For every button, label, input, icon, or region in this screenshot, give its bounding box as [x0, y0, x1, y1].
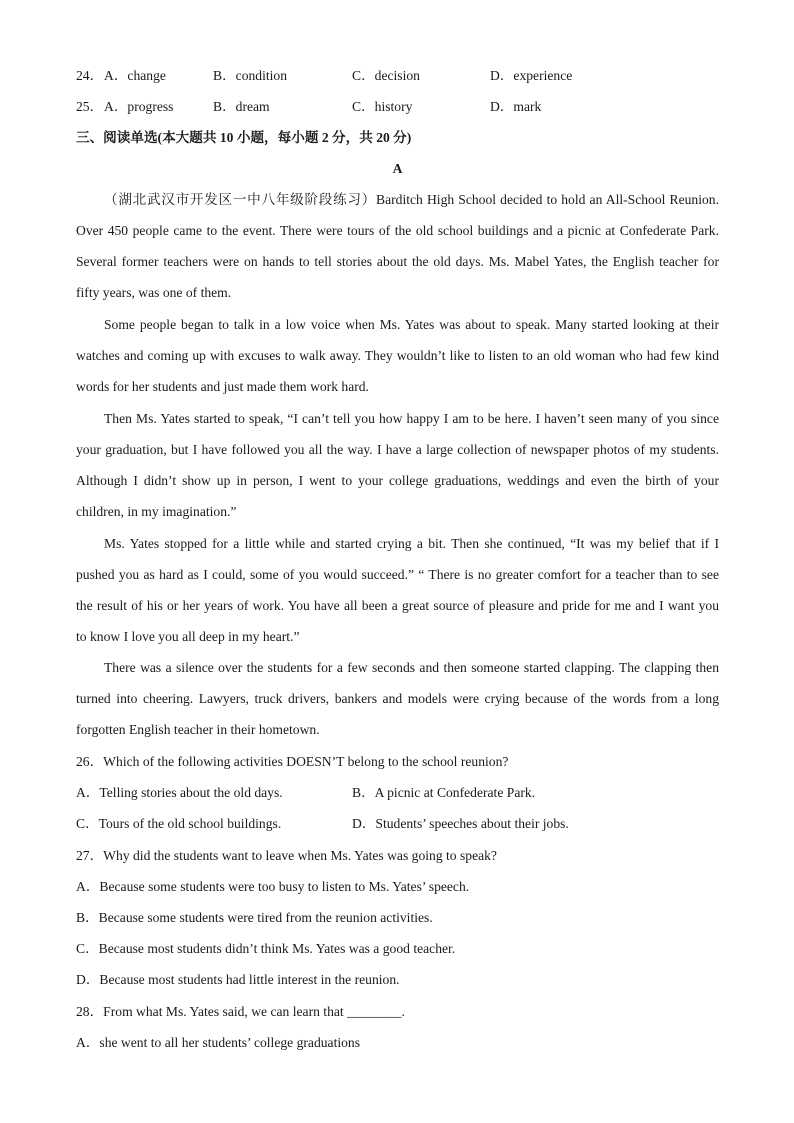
paragraph-line: forgotten English teacher in their hometown.	[76, 722, 320, 737]
question-26-stem: 26．Which of the following activities DOESN’T belong to the school reunion?	[76, 754, 509, 769]
question-28-option-a: A．she went to all her students’ college graduations	[76, 1035, 361, 1050]
section-heading: 三、阅读单选(本大题共 10 小题，每小题 2 分，共 20 分)	[76, 130, 412, 145]
paragraph-line: Some people began to talk in a low voice when Ms. Yates was about to speak. Many started looking at their	[104, 317, 719, 332]
question-27-option-c: C．Because most students didn’t think Ms. Yates was a good teacher.	[76, 941, 456, 956]
paragraph-line: fifty years, was one of them.	[76, 285, 232, 300]
paragraph-line: Ms. Yates stopped for a little while and started crying a bit. Then she continued, “It was my belief that if I	[104, 536, 719, 551]
paragraph-line: turned into cheering. Lawyers, truck drivers, bankers and models were crying because of the words from a long	[76, 691, 719, 706]
question-27-stem: 27．Why did the students want to leave when Ms. Yates was going to speak?	[76, 848, 497, 863]
paragraph-line: watches and coming up with excuses to walk away. They wouldn’t like to listen to an old woman who had few kind	[76, 348, 719, 363]
question-27-option-b: B．Because some students were tired from the reunion activities.	[76, 910, 433, 925]
paragraph-line: your graduation, but I have followed you all the way. I have a large collection of newspaper photos of my students.	[76, 442, 719, 457]
paragraph-line: Then Ms. Yates started to speak, “I can’t tell you how happy I am to be here. I haven’t seen many of you since	[104, 411, 719, 426]
option-d: D．experience	[490, 68, 573, 83]
passage-paragraph-1	[76, 184, 719, 308]
passage-paragraph-5	[76, 652, 719, 745]
question-28-stem: 28．From what Ms. Yates said, we can learn that ________.	[76, 1004, 405, 1019]
question-26-option-a: A．Telling stories about the old days.	[76, 785, 283, 800]
paragraph-line: （湖北武汉市开发区一中八年级阶段练习）Barditch High School decided to hold an All-School Reunion.	[104, 192, 719, 207]
question-number: 24．	[76, 68, 104, 83]
question-number: 25．	[76, 99, 104, 114]
passage-paragraph-2	[76, 309, 719, 402]
option-a: A．progress	[104, 99, 174, 114]
paragraph-line: There was a silence over the students for a few seconds and then someone started clapping. The clapping then	[104, 660, 719, 675]
paragraph-line: children, in my imagination.”	[76, 504, 237, 519]
option-b: B．condition	[213, 68, 288, 83]
passage-paragraph-4	[76, 528, 719, 652]
paragraph-line: words for her students and just made them work hard.	[76, 379, 369, 394]
passage-letter: A	[392, 161, 403, 176]
question-27-option-d: D．Because most students had little interest in the reunion.	[76, 972, 400, 987]
option-c: C．decision	[352, 68, 420, 83]
option-a: A．change	[104, 68, 166, 83]
paragraph-line: to know I love you all deep in my heart.”	[76, 629, 300, 644]
question-26-option-d: D．Students’ speeches about their jobs.	[352, 816, 569, 831]
question-26-option-b: B．A picnic at Confederate Park.	[352, 785, 536, 800]
paragraph-line: Several former teachers were on hands to tell stories about the old days. Ms. Mabel Yates, the English teacher for	[76, 254, 719, 269]
passage-paragraph-3	[76, 403, 719, 527]
option-c: C．history	[352, 99, 413, 114]
paragraph-line: pushed you as hard as I could, some of you would succeed.” “ There is no greater comfort for a teacher than to see	[76, 567, 719, 582]
question-26-option-c: C．Tours of the old school buildings.	[76, 816, 282, 831]
paragraph-line: the result of his or her years of work. You have all been a great source of pleasure and pride for me and I want you	[76, 598, 719, 613]
option-d: D．mark	[490, 99, 542, 114]
question-27-option-a: A．Because some students were too busy to listen to Ms. Yates’ speech.	[76, 879, 470, 894]
paragraph-line: Although I didn’t show up in person, I went to your college graduations, weddings and even the birth of your	[76, 473, 719, 488]
paragraph-line: Over 450 people came to the event. There were tours of the old school buildings and a picnic at Confederate Park.	[76, 223, 719, 238]
option-b: B．dream	[213, 99, 270, 114]
